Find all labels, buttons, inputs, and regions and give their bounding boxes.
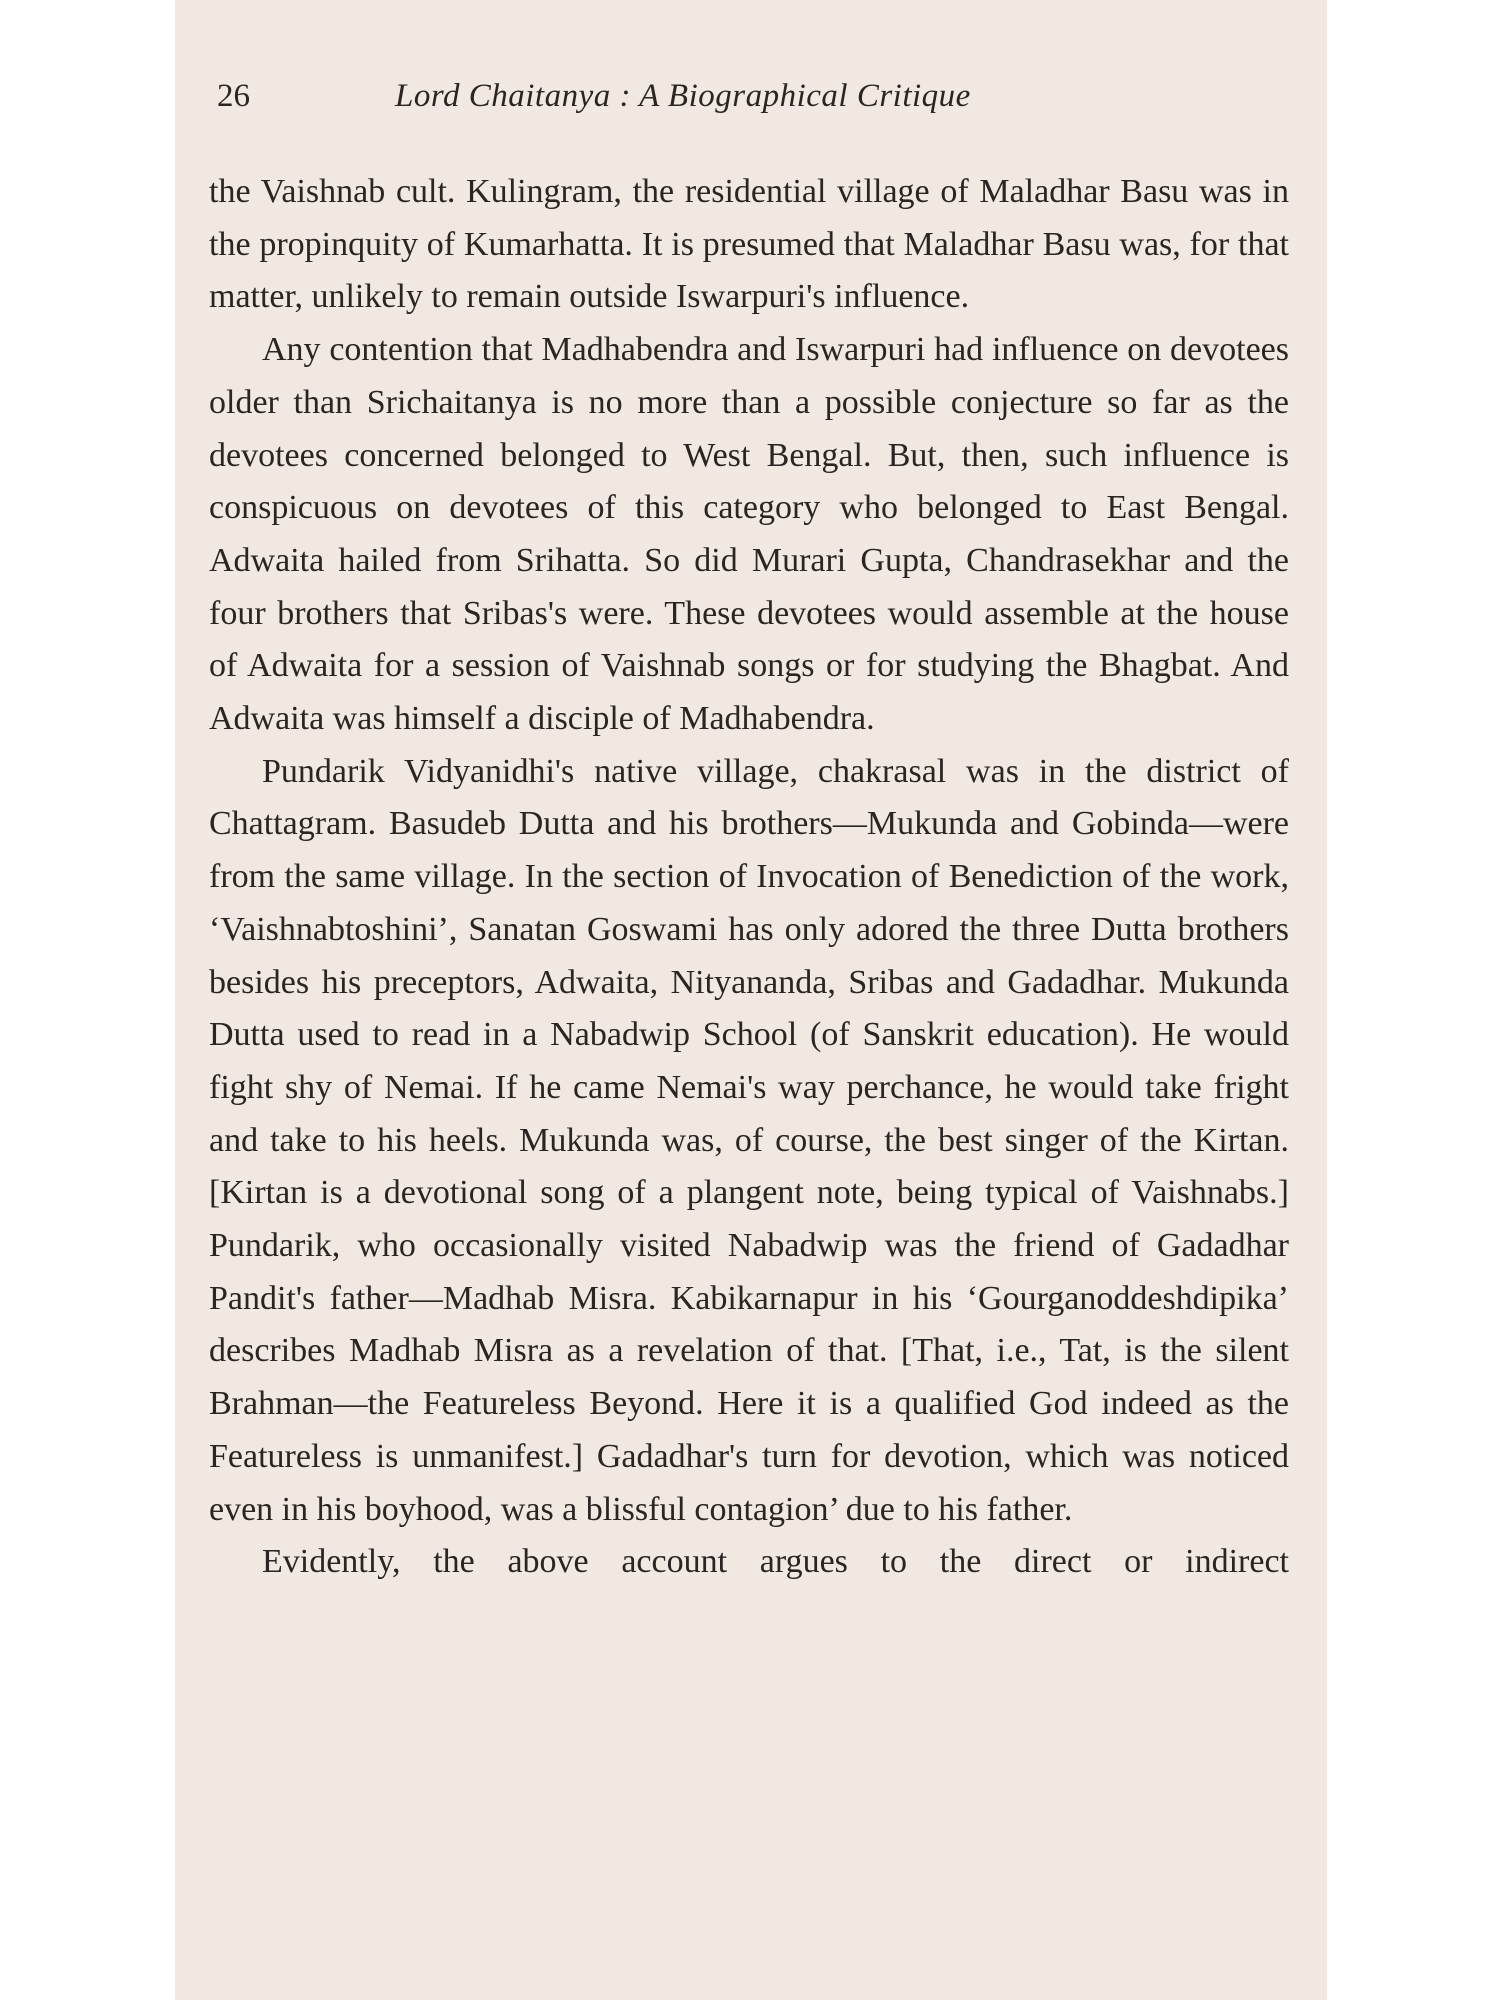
running-title: Lord Chaitanya : A Biographical Critique xyxy=(395,78,971,114)
paragraph: Any contention that Madhabendra and Iswarpuri had influence on devotees older than Srichaitanya is no more than a possible conjecture so far as the devotees concerned belonged to West Bengal. But, then, such influence is conspicuous on devotees of this category who belonged to East Bengal. Adwaita hailed from Srihatta. So did Murari Gupta, Chandrasekhar and the four brothers that Sribas's were. These devotees would assemble at the house of Adwaita for a session of Vaishnab songs or for studying the Bhagbat. And Adwaita was himself a disciple of Madhabendra. xyxy=(209,331,1289,738)
paragraph: the Vaishnab cult. Kulingram, the residential village of Maladhar Basu was in the propinquity of Kumarhatta. It is presumed that Maladhar Basu was, for that matter, unlikely to remain outside Iswarpuri's influence. xyxy=(209,173,1289,316)
body-text xyxy=(209,166,1289,1589)
paragraph: Pundarik Vidyanidhi's native village, chakrasal was in the district of Chattagram. Basudeb Dutta and his brothers—Mukunda and Gobinda—were from the same village. In the section of Invocation of Benediction of the work, ‘Vaishnabtoshini’, Sanatan Goswami has only adored the three Dutta brothers besides his preceptors, Adwaita, Nityananda, Sribas and Gadadhar. Mukunda Dutta used to read in a Nabadwip School (of Sanskrit education). He would fight shy of Nemai. If he came Nemai's way perchance, he would take fright and take to his heels. Mukunda was, of course, the best singer of the Kirtan. [Kirtan is a devotional song of a plangent note, being typical of Vaishnabs.] Pundarik, who occasionally visited Nabadwip was the friend of Gadadhar Pandit's father—Madhab Misra. Kabikarnapur in his ‘Gourganoddeshdipika’ describes Madhab Misra as a revelation of that. [That, i.e., Tat, is the silent Brahman—the Featureless Beyond. Here it is a qualified God indeed as the Featureless is unmanifest.] Gadadhar's turn for devotion, which was noticed even in his boyhood, was a blissful contagion’ due to his father. xyxy=(209,752,1289,1528)
page-header xyxy=(175,78,1327,124)
page-number: 26 xyxy=(217,78,250,114)
paragraph: Evidently, the above account argues to the direct or indirect xyxy=(262,1543,1289,1581)
book-page xyxy=(175,0,1327,2000)
